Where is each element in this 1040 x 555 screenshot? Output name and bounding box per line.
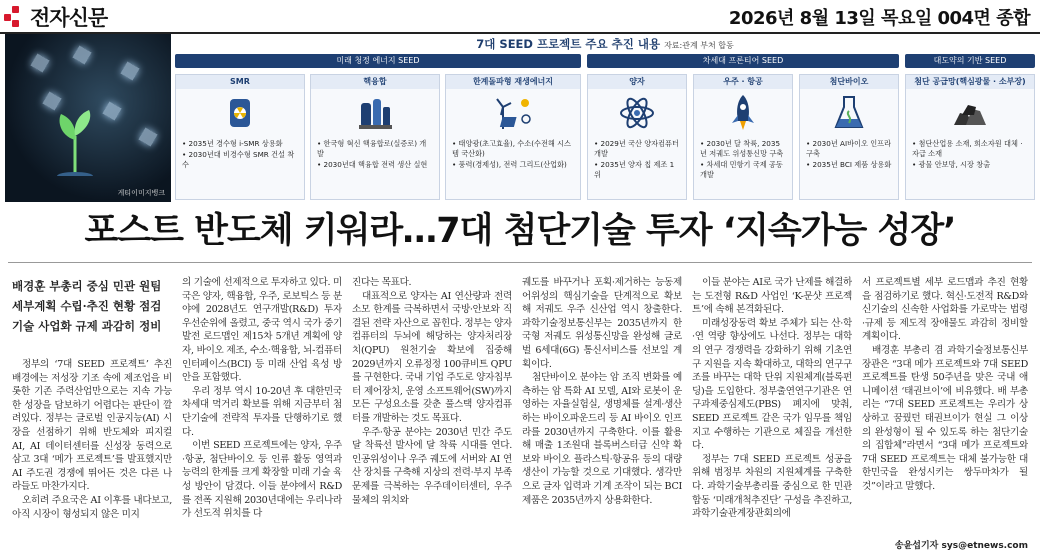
paragraph: 이들 분야는 AI로 국가 난제를 해결하는 도전형 R&D 사업인 ‘K-문샷 프로젝트’에 속해 본격화된다. [692,277,852,316]
card-item: • 2030년 AI바이오 인프라 구축 [806,139,892,158]
card-list [176,137,304,173]
paragraph: 정부의 ‘7대 SEED 프로젝트’ 추진 배경에는 저성장 기조 속에 제조업을 비롯한 기존 주력산업만으로는 지속 가능한 성장을 담보하기 어렵다는 판단이 깔려있다. 정부는 글로벌 인공지능(AI) 시장을 선점하기 위해 반도체와 피지컬 AI, AI 데이터센터를 신성장 동력으로 삼고 3대 ‘메가 프로젝트’를 발표했지만 AI 주도권 경쟁에 뛰어든 것은 다른 나라들도 마찬가지다. [12,359,172,493]
article-column-3 [352,276,512,546]
logo-mark-icon [4,6,26,28]
sprout-icon [55,106,95,176]
article-column-1 [12,358,172,543]
card-item: • 첨단산업용 소재, 희소자원 대체 · 자급 소재 [912,139,1023,158]
paragraph: 우리 정부 역시 10-20년 후 대한민국 차세대 먹거리 확보를 위해 지금부터 첨단기술에 전략적 투자를 단행하기로 했다. [182,385,342,438]
card-bio [799,74,899,200]
card-smr [175,74,305,200]
card-list [588,137,686,183]
group-next-frontier: 차세대 프론티어 SEED [587,54,899,68]
bio-flask-icon [829,93,869,133]
card-list [800,137,898,173]
card-item: • 2030년대 비경수형 SMR 건설 착수 [182,150,295,169]
card-head: 첨단 공급망(핵심광물 · 소부장) [906,75,1034,89]
card-item: • 한국형 혁신 핵융합로(실증로) 개발 [317,139,427,158]
paragraph: 의 기술에 선제적으로 투자하고 있다. 미국은 양자, 핵융합, 우주, 로보틱스 등 분야에 2028년도 연구개발(R&D) 투자 우선순위에 올렸고, 중국 역시 국가 중기 발전 로드맵인 제15차 5개년 계획에 양자, 바이오 제조, 수소·핵융합, 뇌-컴퓨터 인터페이스(BCI) 등 미래 산업 육성 방안을 포함했다. [182,277,342,384]
subhead-line: 세부계획 수립·추진 현황 점검 [12,299,162,313]
photo-credit: 게티이미지뱅크 [117,189,165,197]
masthead [0,0,1040,30]
card-head: 우주 · 항공 [694,75,792,89]
paragraph: 정부는 7대 SEED 프로젝트 성공을 위해 범정부 차원의 지원체계를 구축한다. 과학기술부총리를 중심으로 한 민관 합동 ‘미래개척추진단’ 구성을 추진하고, 과학기술관계장관회의에 [692,453,852,520]
card-head: 핵융합 [311,75,439,89]
card-head: 첨단바이오 [800,75,898,89]
card-item: • 2035년 경수형 i-SMR 상용화 [182,139,283,148]
paragraph: 오히려 주요국은 AI 이후를 내다보고, 아직 시장이 형성되지 않은 미지 [12,494,172,520]
card-supply-chain [905,74,1035,200]
card-list [906,137,1034,173]
renewable-energy-icon [493,93,533,133]
fusion-reactor-icon [355,93,395,133]
card-item: • 2029년 국산 양자컴퓨터 개발 [594,139,679,158]
article-column-2 [182,276,342,546]
nuclear-reactor-icon [220,93,260,133]
paragraph: 궤도를 바꾸거나 포획·제거하는 능동제어위성의 핵심기술을 단계적으로 확보해 저궤도 우주 신산업 역시 창출한다. 과학기술정보통신부는 2035년까지 한국형 저궤도 위성통신망을 완성해 글로벌 6세대(6G) 통신서비스를 선보일 계획이다. [522,277,682,370]
paragraph: 이번 SEED 프로젝트에는 양자, 우주·항공, 첨단바이오 등 인류 활동 영역과 능력의 한계를 크게 확장할 미래 기술 육성 방안이 담겼다. 이들 분야에서 R&D를 전폭 지원해 2030년대에는 우리나라가 선도적 위치를 다 [182,440,342,520]
newspaper-logo[interactable] [4,2,107,32]
logo-text: 전자신문 [30,6,108,30]
card-item: • 2035년 BCI 제품 상용화 [806,160,892,169]
subhead-line: 기술 사업화 규제 과감히 정비 [12,319,162,333]
dateline: 2026년 8월 13일 목요일 004면 종합 [728,8,1030,29]
card-item: • 태양광(초고효율), 수소(수전해 시스템 국산화) [452,139,571,158]
subhead-line: 배경훈 부총리 중심 민관 원팀 [12,279,162,293]
paragraph: 첨단바이오 분야는 암 조직 변화를 예측하는 암 특화 AI 모델, AI와 로봇이 운영하는 자율실험실, 생명체를 설계·생산하는 바이오파운드리 등 AI 바이오 인프라를 2030년까지 구축한다. 이를 활용해 매출 1조원대 블록버스터급 신약 확보와 바이오 플라스틱·항공유 등의 대량생산이 가능할 것으로 기대했다. 생각만으로 글자 입력과 기계 조작이 되는 BCI 제품은 2035년까지 상용화한다. [522,372,682,506]
card-list [446,137,580,173]
infographic [5,34,1035,202]
card-head: SMR [176,75,304,89]
article-headline: 포스트 반도체 키워라…7대 첨단기술 투자 ‘지속가능 성장’ [84,211,956,251]
card-quantum [587,74,687,200]
article-column-4 [522,276,682,546]
card-item: • 차세대 민항기 국제 공동개발 [700,160,783,179]
group-foundation: 대도약의 기반 SEED [905,54,1035,68]
subheads [12,276,170,336]
card-head: 양자 [588,75,686,89]
atom-icon [617,93,657,133]
card-item: • 2030년 달 착륙, 2035년 저궤도 위성통신망 구축 [700,139,784,158]
group-future-energy: 미래 청정 에너지 SEED [175,54,581,68]
paragraph: 대표적으로 양자는 AI 연산량과 전력 소모 한계를 극복하면서 국방·안보와 직결된 전략 자산으로 꼽힌다. 정부는 양자컴퓨터의 두뇌에 해당하는 양자처리장치(QPU) 원천기술 확보에 집중해 2029년까지 오류정정 100큐비트 QPU를 구현한다. 국내 기업 주도로 양자칩부터 제어장치, 운영 소프트웨어(SW)까지 모든 구성요소를 갖춘 풀스택 양자컴퓨터를 개발하는 것도 목표다. [352,290,512,424]
card-item: • 풍력(경제성), 전력 그리드(산업화) [452,160,567,169]
card-item: • 2030년대 핵융합 전력 생산 실현 [317,160,428,169]
paragraph: 미래성장동력 확보 주체가 되는 산·학·연 역량 향상에도 나선다. 정부는 대학의 연구 경쟁력을 강화하기 위해 기초연구 지원을 지속 확대하고, 대학의 연구구조를 바꾸는 대학 단위 지원체계(블록펀딩)을 도입한다. 정부출연연구기관은 연구과제중심제도(PBS) 폐지에 맞춰, SEED 프로젝트 같은 국가 임무를 책임지고 수행하는 기관으로 체질을 개선한다. [692,317,852,452]
headline-rule [8,262,1032,263]
graphic-title-text: 7대 SEED 프로젝트 주요 추진 내용 [476,37,661,51]
card-fusion [310,74,440,200]
graphic-title [175,36,1035,52]
card-item: • 2035년 양자 칩 제조 1위 [594,160,675,179]
paragraph: 우주·항공 분야는 2030년 민간 주도 달 착륙선 발사에 달 착륙 시대를 연다. 인공위성이나 우주 궤도에 서버와 AI 연산 장치를 구축해 지상의 전력·부지 부족 문제를 극복하는 우주데이터센터, 우주물체의 위치와 [352,426,512,506]
rocket-icon [723,93,763,133]
graphic-source: 자료:관계 부처 합동 [664,41,734,50]
card-list [311,137,439,173]
paragraph: 서 프로젝트별 세부 로드맵과 추진 현황을 점검하기로 했다. 혁신·도전적 R&D와 신기술의 신속한 사업화를 가로막는 법령·규제 등 제도적 장애물도 과감히 정비할 계획이다. [862,277,1028,343]
article-column-6 [862,276,1028,534]
paragraph: 배경훈 부총리 겸 과학기술정보통신부 장관은 “3대 메가 프로젝트와 7대 SEED 프로젝트를 탄생 50주년을 맞은 국내 애니메이션 ‘태권브이’에 비유했다. 배 부총리는 “7대 SEED 프로젝트는 우리가 상상하고 꿈꿨던 태권브이가 현실 그 이상의 완성형이 될 수 있도록 하는 첨단기술의 집합체”라면서 “3대 메가 프로젝트와 7대 SEED 프로젝트는 대체 불가능한 대한민국을 완성시키는 쌍두마차가 될 것”이라고 말했다. [862,344,1028,492]
paragraph: 진다는 목표다. [352,277,412,288]
card-renewable [445,74,581,200]
card-list [694,137,792,183]
minerals-icon [950,93,990,133]
reporter-byline[interactable]: 송윤섭기자 sys@etnews.com [894,541,1028,551]
card-head: 한계돌파형 재생에너지 [446,75,580,89]
article-column-5 [692,276,852,546]
card-item: • 광물 안보망, 시장 창출 [912,160,991,169]
sprout-photo [5,34,171,202]
card-space [693,74,793,200]
